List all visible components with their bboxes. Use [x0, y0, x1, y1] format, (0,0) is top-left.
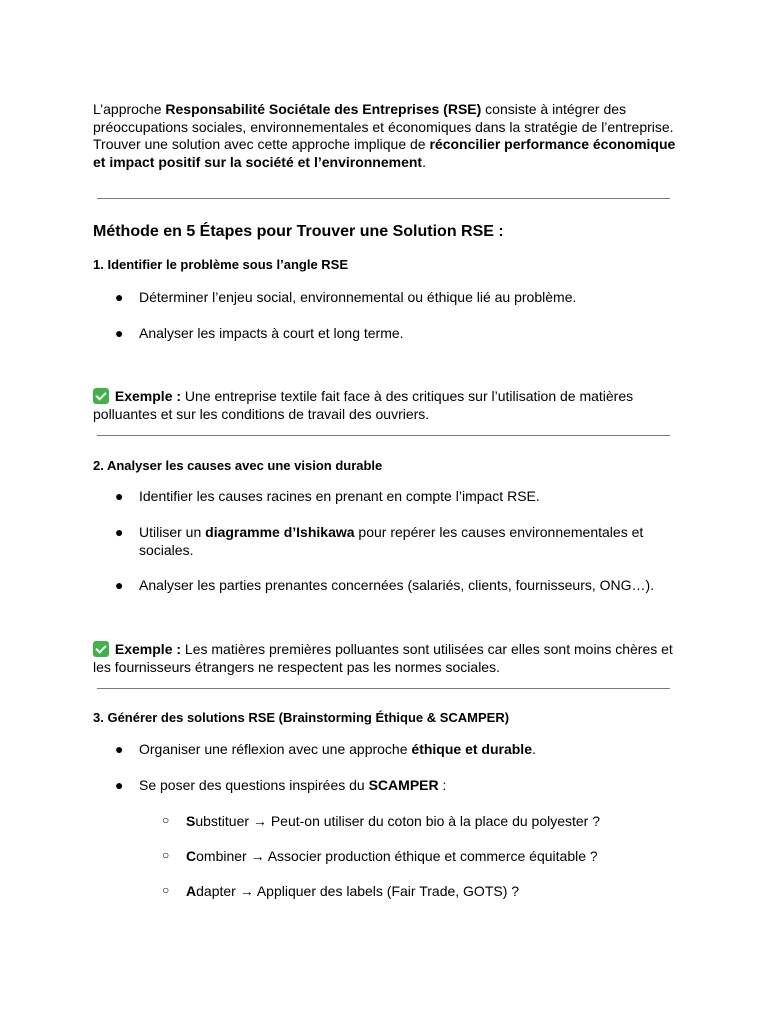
- list-item-text-part: .: [531, 741, 536, 757]
- method-title: Méthode en 5 Étapes pour Trouver une Solution RSE :: [93, 223, 504, 240]
- example-text: Les matières premières polluantes sont utilisées car elles sont moins chères et les fournisseurs étrangers ne respectent pas les normes sociales.: [93, 641, 673, 675]
- sub-list-item-text-part: dapter → Appliquer des labels (Fair Trade, GOTS) ?: [196, 883, 520, 899]
- example-label: Exemple :: [114, 388, 182, 404]
- bullet-icon: ●: [115, 325, 124, 341]
- list-item-text-part: pour repérer les causes environnementales et sociales.: [139, 524, 644, 558]
- intro-text: consiste à intégrer des préoccupations sociales, environnementales et économiques dans la stratégie de l’entreprise. Trouver une solution avec cette approche implique de: [93, 101, 674, 152]
- list-item-text: Identifier les causes racines en prenant en compte l’impact RSE.: [139, 488, 540, 504]
- sub-list-item-text: [186, 813, 656, 831]
- list-item-text: [139, 741, 669, 759]
- bullet-icon: ●: [115, 777, 124, 793]
- example-text: Une entreprise textile fait face à des critiques sur l’utilisation de matières polluantes et sur les conditions de travail des ouvriers.: [93, 388, 634, 422]
- bullet-icon: ●: [115, 577, 124, 593]
- intro-bold-rse: Responsabilité Sociétale des Entreprises (RSE): [165, 101, 482, 117]
- checkmark-icon: [93, 388, 109, 404]
- intro-bold-goal: réconcilier performance économique et impact positif sur la société et l’environnement: [93, 136, 676, 170]
- sub-list-item-text: [186, 848, 656, 866]
- list-item-text-part: Organiser une réflexion avec une approche: [139, 741, 412, 757]
- scamper-letter: A: [186, 883, 197, 899]
- horizontal-rule: [97, 198, 670, 199]
- intro-paragraph: [93, 101, 678, 171]
- step1-example: [93, 388, 678, 423]
- sub-list-item-text: [186, 883, 656, 901]
- circle-bullet-icon: ○: [162, 883, 170, 897]
- bullet-icon: ●: [115, 741, 124, 757]
- circle-bullet-icon: ○: [162, 813, 170, 827]
- step1-title: 1. Identifier le problème sous l’angle RSE: [93, 257, 349, 272]
- list-item-text: [139, 777, 669, 795]
- scamper-bold: SCAMPER: [368, 777, 439, 793]
- list-item-text: Analyser les impacts à court et long terme.: [139, 325, 404, 341]
- bullet-icon: ●: [115, 289, 124, 305]
- ishikawa-bold: diagramme d’Ishikawa: [205, 524, 355, 540]
- list-item-text-part: Se poser des questions inspirées du: [139, 777, 369, 793]
- step2-title: 2. Analyser les causes avec une vision durable: [93, 458, 383, 473]
- list-item-text: [139, 524, 669, 559]
- scamper-letter: C: [186, 848, 197, 864]
- sub-list-item-text-part: ombiner → Associer production éthique et commerce équitable ?: [196, 848, 598, 864]
- checkmark-icon: [93, 641, 109, 657]
- list-item-text-part: Utiliser un: [139, 524, 206, 540]
- step3-title: 3. Générer des solutions RSE (Brainstorming Éthique & SCAMPER): [93, 710, 510, 725]
- list-item-text: Analyser les parties prenantes concernées (salariés, clients, fournisseurs, ONG…).: [139, 577, 655, 593]
- sub-list-item-text-part: ubstituer → Peut-on utiliser du coton bio à la place du polyester ?: [195, 813, 601, 829]
- ethique-bold: éthique et durable: [411, 741, 532, 757]
- example-label: Exemple :: [114, 641, 182, 657]
- intro-text: L’approche: [93, 101, 166, 117]
- horizontal-rule: [97, 435, 670, 436]
- bullet-icon: ●: [115, 524, 124, 540]
- intro-text: .: [422, 153, 426, 170]
- horizontal-rule: [97, 688, 670, 689]
- list-item-text: Déterminer l’enjeu social, environnemental ou éthique lié au problème.: [139, 289, 577, 305]
- bullet-icon: ●: [115, 488, 124, 504]
- scamper-letter: S: [186, 813, 196, 829]
- step2-example: [93, 641, 678, 676]
- circle-bullet-icon: ○: [162, 848, 170, 862]
- list-item-text-part: :: [438, 777, 447, 793]
